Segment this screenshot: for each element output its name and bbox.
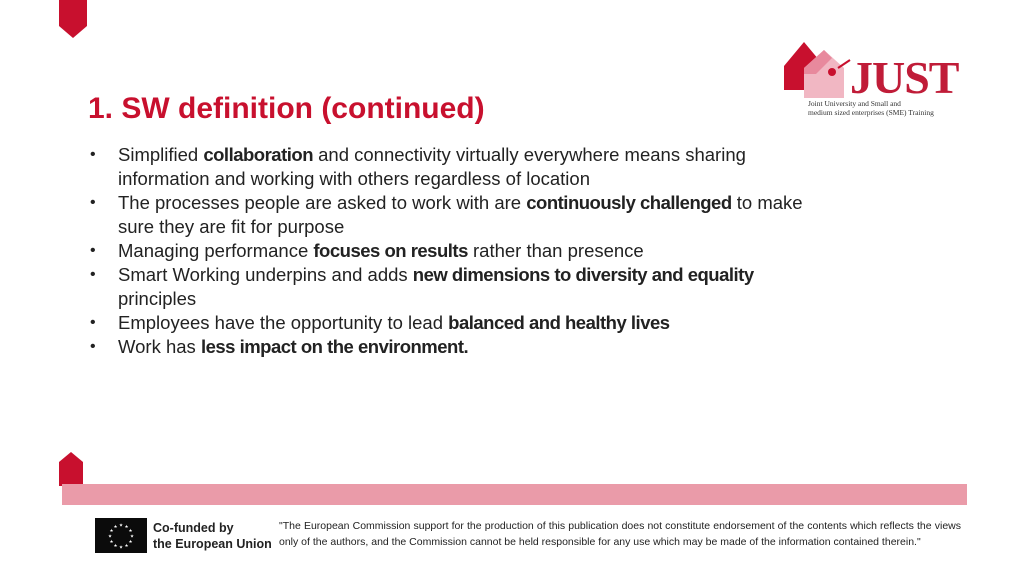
bullet-text: Managing performance: [118, 240, 314, 261]
eu-star: ★: [118, 544, 124, 550]
bullet-text: Employees have the opportunity to lead: [118, 312, 449, 333]
eu-star: ★: [109, 539, 114, 545]
top-decorative-tab: [59, 0, 87, 38]
logo-subtitle-line2: medium sized enterprises (SME) Training: [808, 108, 934, 117]
footer-pink-bar: [62, 484, 967, 505]
cofunded-label: [153, 520, 272, 552]
bullet-item: [88, 263, 818, 311]
bullet-emphasis: continuously challenged: [526, 192, 732, 213]
eu-star: ★: [124, 543, 129, 549]
bullet-text: Smart Working underpins and adds: [118, 264, 413, 285]
bullet-emphasis: new dimensions to diversity and equality: [412, 264, 754, 285]
bullet-emphasis: less impact on the environment.: [200, 336, 469, 357]
bullet-item: [88, 191, 818, 239]
bullet-emphasis: collaboration: [203, 144, 313, 165]
slide-title: 1. SW definition (continued): [88, 92, 485, 125]
eu-star: ★: [113, 543, 118, 549]
bullet-text: and connectivity virtually everywhere means sharing information and working with others regardless of location: [118, 144, 746, 189]
bullet-list: [88, 143, 818, 359]
eu-star: ★: [109, 528, 114, 534]
bullet-item: [88, 239, 818, 263]
eu-flag-icon: [95, 518, 147, 553]
eu-star: ★: [129, 533, 135, 539]
logo-wordmark: JUST: [850, 52, 959, 103]
logo-subtitle: [808, 99, 978, 117]
eu-star: ★: [128, 528, 133, 534]
cofunded-line2: the European Union: [153, 537, 272, 551]
bullet-text: The processes people are asked to work with are: [118, 192, 527, 213]
bullet-text: principles: [118, 288, 197, 309]
bullet-emphasis: balanced and healthy lives: [448, 312, 670, 333]
bullet-text: Simplified: [118, 144, 204, 165]
bullet-emphasis: focuses on results: [313, 240, 468, 261]
eu-star: ★: [128, 539, 133, 545]
cofunded-line1: Co-funded by: [153, 521, 234, 535]
eu-disclaimer: "The European Commission support for the production of this publication does not constitute endorsement of the contents which reflects the views only of the authors, and the Commission cannot be held responsible for any use which may be made of the information contained therein.": [279, 520, 961, 548]
bullet-item: [88, 143, 818, 191]
logo-subtitle-line1: Joint University and Small and: [808, 99, 901, 108]
bullet-text: rather than presence: [467, 240, 644, 261]
eu-star: ★: [124, 524, 129, 530]
bullet-text: Work has: [118, 336, 201, 357]
bullet-item: [88, 335, 818, 359]
bullet-item: [88, 311, 818, 335]
eu-star: ★: [118, 522, 124, 528]
eu-star: ★: [107, 533, 113, 539]
bottom-decorative-tab: [59, 452, 83, 486]
bullet-text: to make sure they are fit for purpose: [118, 192, 803, 237]
eu-star: ★: [113, 524, 118, 530]
